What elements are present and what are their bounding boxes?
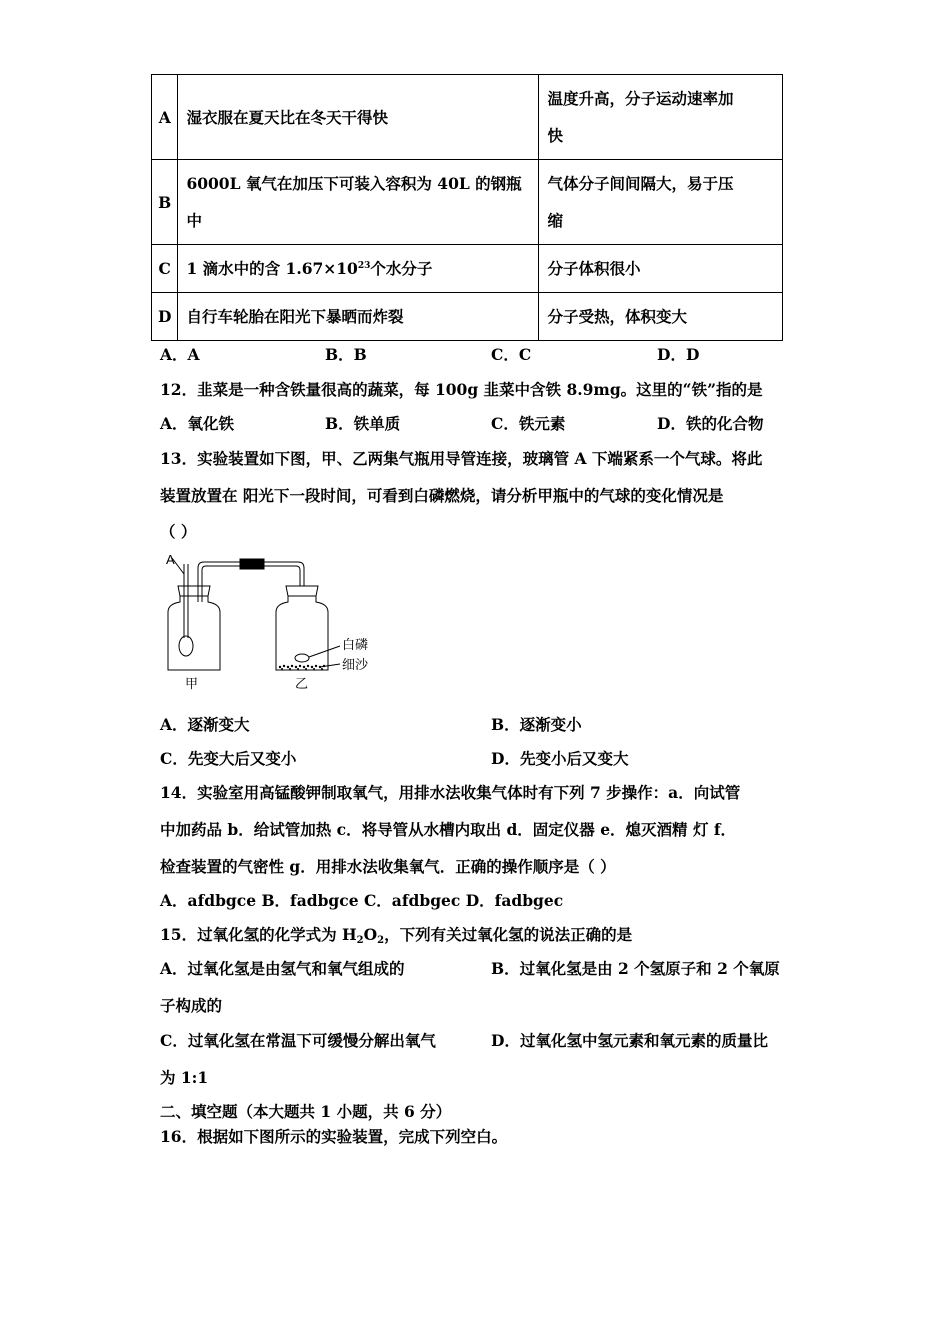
q14-options[interactable]: A．afdbgce B．fadbgce C．afdbgec D．fadbgec <box>160 891 564 910</box>
q14-stem-line1: 14．实验室用高锰酸钾制取氧气，用排水法收集气体时有下列 7 步操作：a．向试管 <box>160 783 741 802</box>
q15-option-c[interactable]: C．过氧化氢在常温下可缓慢分解出氧气 <box>160 1031 436 1050</box>
q13-option-b[interactable]: B．逐渐变小 <box>491 715 582 734</box>
row-key: B <box>152 160 178 245</box>
statement-cell: 自行车轮胎在阳光下暴晒而炸裂 <box>178 293 539 341</box>
statement-cell: 湿衣服在夏天比在冬天干得快 <box>178 75 539 160</box>
q14-stem-line2: 中加药品 b．给试管加热 c．将导管从水槽内取出 d．固定仪器 e．熄灭酒精 灯 f． <box>160 820 737 839</box>
q12-option-a[interactable]: A．氧化铁 <box>160 414 235 433</box>
explanation-cell: 温度升高，分子运动速率加 快 <box>539 75 783 160</box>
label-yi: 乙 <box>295 676 309 691</box>
connecting-tube-inner <box>202 566 300 602</box>
label-a: A <box>166 552 175 567</box>
q15-option-d-cont: 为 1:1 <box>160 1068 209 1087</box>
explanation-cell: 分子体积很小 <box>539 245 783 293</box>
explanation-cell: 分子受热，体积变大 <box>539 293 783 341</box>
label-fine-sand: 细沙 <box>342 657 369 672</box>
q13-stem-line3: （ ） <box>160 522 197 541</box>
q12-option-c[interactable]: C．铁元素 <box>491 414 566 433</box>
q13-option-a[interactable]: A．逐渐变大 <box>160 715 250 734</box>
q11-table <box>151 74 783 341</box>
table-row <box>152 160 783 245</box>
q12-option-d[interactable]: D．铁的化合物 <box>657 414 764 433</box>
q14-stem-line3: 检查装置的气密性 g．用排水法收集氧气．正确的操作顺序是（ ） <box>160 857 616 876</box>
explanation-cell: 气体分子间间隔大，易于压 缩 <box>539 160 783 245</box>
bottle-jia <box>168 596 220 670</box>
q15-stem: 15．过氧化氢的化学式为 $H_2O_2$，下列有关过氧化氢的说法正确的是 <box>160 925 633 946</box>
phosphorus-pointer-line <box>309 646 340 657</box>
q13-option-c[interactable]: C．先变大后又变小 <box>160 749 297 768</box>
rubber-joint <box>240 559 264 569</box>
bottle-yi <box>276 596 328 670</box>
apparatus-figure <box>160 550 390 695</box>
q11-option-c[interactable]: C．C <box>491 345 532 364</box>
stopper-jia <box>178 586 210 596</box>
statement-cell: 6000L 氧气在加压下可装入容积为 40L 的钢瓶 中 <box>178 160 539 245</box>
q12-stem: 12．韭菜是一种含铁量很高的蔬菜，每 100g 韭菜中含铁 8.9mg。这里的“铁”指的是 <box>160 380 763 399</box>
balloon <box>179 636 193 656</box>
q16-stem: 16．根据如下图所示的实验装置，完成下列空白。 <box>160 1127 508 1146</box>
q15-option-d[interactable]: D．过氧化氢中氢元素和氧元素的质量比 <box>491 1031 768 1050</box>
q11-option-a[interactable]: A．A <box>160 345 200 364</box>
row-key: C <box>152 245 178 293</box>
q13-stem-line2: 装置放置在 阳光下一段时间，可看到白磷燃烧，请分析甲瓶中的气球的变化情况是 <box>160 486 724 505</box>
white-phosphorus <box>295 654 309 662</box>
row-key: D <box>152 293 178 341</box>
q13-option-d[interactable]: D．先变小后又变大 <box>491 749 629 768</box>
q15-option-b-cont: 子构成的 <box>160 996 223 1015</box>
table-row <box>152 75 783 160</box>
table-row <box>152 293 783 341</box>
q13-stem-line1: 13．实验装置如下图，甲、乙两集气瓶用导管连接，玻璃管 A 下端紧系一个气球。将此 <box>160 449 763 468</box>
q11-option-d[interactable]: D．D <box>657 345 700 364</box>
section-title: 二、填空题（本大题共 1 小题，共 6 分） <box>160 1102 452 1121</box>
table-row <box>152 245 783 293</box>
label-white-phosphorus: 白磷 <box>342 637 369 652</box>
statement-cell: 1 滴水中的含 $1.67\times 10^{23}$个水分子 <box>178 245 539 293</box>
fine-sand <box>279 665 325 670</box>
q12-option-b[interactable]: B．铁单质 <box>325 414 401 433</box>
q11-option-b[interactable]: B．B <box>325 345 367 364</box>
stopper-yi <box>286 586 318 596</box>
q15-option-b[interactable]: B．过氧化氢是由 2 个氢原子和 2 个氧原 <box>491 959 780 978</box>
row-key: A <box>152 75 178 160</box>
q15-option-a[interactable]: A．过氧化氢是由氢气和氧气组成的 <box>160 959 405 978</box>
label-jia: 甲 <box>185 676 199 691</box>
